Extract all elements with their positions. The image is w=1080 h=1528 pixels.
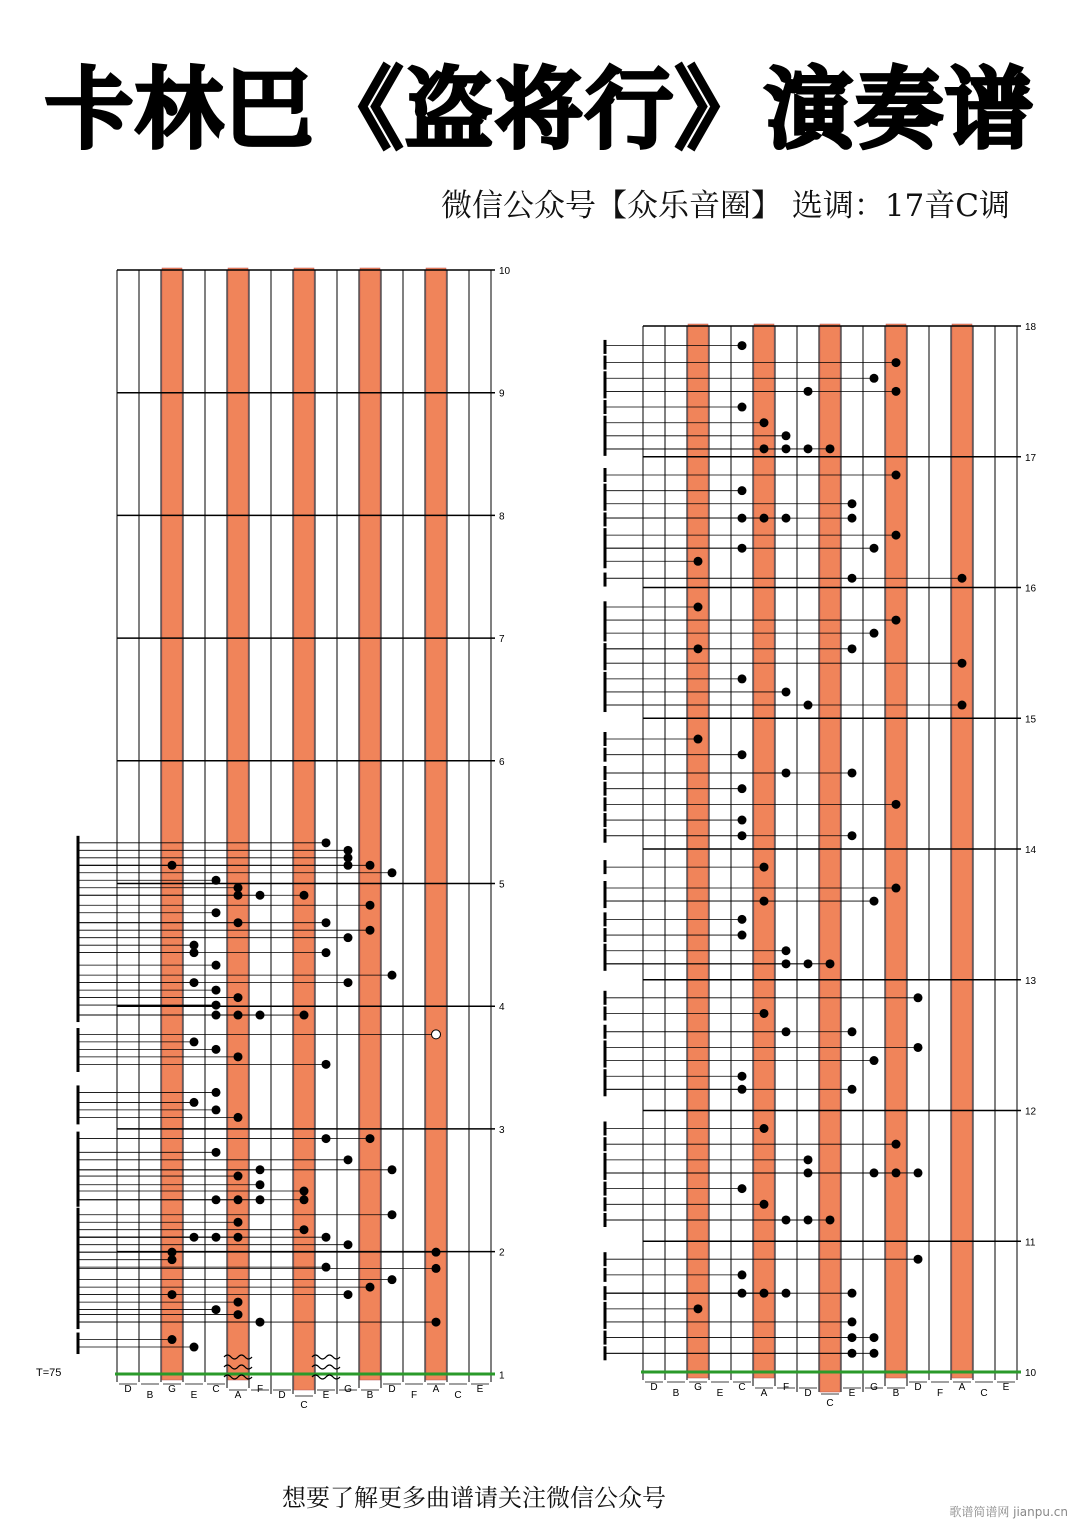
- note: [694, 735, 703, 744]
- note: [234, 1172, 243, 1181]
- tine-highlight: [228, 268, 248, 1380]
- measure-number: 10: [499, 266, 511, 277]
- note: [300, 1225, 309, 1234]
- note: [914, 1168, 923, 1177]
- tine-label: F: [410, 1390, 418, 1401]
- note: [738, 486, 747, 495]
- note: [892, 531, 901, 540]
- note: [826, 1215, 835, 1224]
- note: [892, 1140, 901, 1149]
- note: [212, 961, 221, 970]
- note: [738, 403, 747, 412]
- note: [366, 1283, 375, 1292]
- tine-label: F: [936, 1388, 944, 1399]
- measure-number: 14: [1025, 845, 1037, 856]
- note: [212, 1045, 221, 1054]
- note: [388, 868, 397, 877]
- measure-number: 12: [1025, 1106, 1037, 1118]
- tempo-label: T=75: [36, 1367, 62, 1379]
- tine-label: B: [672, 1388, 680, 1399]
- note: [738, 674, 747, 683]
- note: [322, 1060, 331, 1069]
- note: [322, 838, 331, 847]
- note: [322, 948, 331, 957]
- tine-highlight: [294, 268, 314, 1390]
- note: [432, 1248, 441, 1257]
- note: [234, 1052, 243, 1061]
- note: [212, 986, 221, 995]
- note: [848, 1317, 857, 1326]
- tine-label: C: [980, 1388, 988, 1399]
- note: [782, 687, 791, 696]
- note: [738, 341, 747, 350]
- subtitle: 微信公众号【众乐音圈】 选调：17音C调: [440, 188, 1010, 224]
- note: [738, 1184, 747, 1193]
- note: [738, 816, 747, 825]
- measure-number: 10: [1025, 1368, 1037, 1379]
- tine-label: D: [124, 1384, 132, 1395]
- note: [870, 544, 879, 553]
- tine-label: C: [454, 1390, 462, 1401]
- measure-number: 9: [499, 388, 505, 400]
- measure-number: 2: [499, 1247, 505, 1259]
- tine-label: E: [716, 1388, 724, 1399]
- note: [738, 1270, 747, 1279]
- footer-note: 想要了解更多曲谱请关注微信公众号: [282, 1484, 666, 1512]
- note: [760, 418, 769, 427]
- note: [738, 931, 747, 940]
- note: [366, 926, 375, 935]
- note: [234, 1113, 243, 1122]
- left-tablature-panel: [78, 266, 511, 1411]
- measure-number: 3: [499, 1124, 505, 1136]
- note: [694, 603, 703, 612]
- note: [168, 1290, 177, 1299]
- note: [848, 499, 857, 508]
- note: [738, 750, 747, 759]
- tine-highlight: [952, 324, 972, 1378]
- tine-label: E: [190, 1390, 198, 1401]
- note: [388, 971, 397, 980]
- tine-label: D: [650, 1382, 658, 1393]
- note: [322, 1263, 331, 1272]
- note: [300, 1195, 309, 1204]
- tine-label: A: [760, 1388, 768, 1399]
- note: [234, 1218, 243, 1227]
- note: [366, 901, 375, 910]
- note: [848, 514, 857, 523]
- tine-highlight: [820, 324, 840, 1392]
- note: [848, 768, 857, 777]
- note: [892, 358, 901, 367]
- note: [322, 918, 331, 927]
- tine-label: E: [1002, 1382, 1010, 1393]
- tine-label: A: [234, 1390, 242, 1401]
- note: [892, 470, 901, 479]
- tine-label: B: [366, 1390, 374, 1401]
- tine-label: B: [146, 1390, 154, 1401]
- measure-number: 6: [499, 756, 505, 768]
- note: [300, 891, 309, 900]
- note: [212, 876, 221, 885]
- note: [212, 1105, 221, 1114]
- tine-label: D: [914, 1382, 922, 1393]
- tremolo-wave: [312, 1355, 340, 1359]
- note: [344, 1290, 353, 1299]
- note: [870, 897, 879, 906]
- note: [344, 933, 353, 942]
- note: [870, 1333, 879, 1342]
- tine-label: C: [738, 1382, 746, 1393]
- note: [892, 387, 901, 396]
- note: [870, 374, 879, 383]
- note: [388, 1210, 397, 1219]
- tine-label: E: [848, 1388, 856, 1399]
- tine-highlight: [162, 268, 182, 1380]
- tine-label: D: [278, 1390, 286, 1401]
- note: [826, 444, 835, 453]
- note: [256, 1180, 265, 1189]
- note: [914, 1255, 923, 1264]
- measure-number: 1: [499, 1370, 505, 1382]
- note: [848, 1085, 857, 1094]
- note: [782, 946, 791, 955]
- tine-label: A: [432, 1384, 440, 1395]
- note: [344, 978, 353, 987]
- note: [190, 1037, 199, 1046]
- note: [914, 993, 923, 1002]
- note: [760, 1200, 769, 1209]
- note: [388, 1275, 397, 1284]
- note: [212, 1305, 221, 1314]
- note: [234, 993, 243, 1002]
- note: [958, 574, 967, 583]
- note: [256, 1165, 265, 1174]
- note: [870, 1349, 879, 1358]
- note: [694, 1304, 703, 1313]
- note: [694, 557, 703, 566]
- tine-label: E: [322, 1390, 330, 1401]
- note: [848, 1289, 857, 1298]
- note: [388, 1165, 397, 1174]
- tine-label: G: [168, 1384, 176, 1395]
- tine-label: G: [694, 1382, 702, 1393]
- measure-number: 8: [499, 511, 505, 523]
- note-hollow: [432, 1030, 441, 1039]
- measure-number: 16: [1025, 583, 1037, 595]
- note: [234, 1310, 243, 1319]
- note: [344, 1240, 353, 1249]
- tine-label: B: [892, 1388, 900, 1399]
- note: [760, 1009, 769, 1018]
- tine-highlight: [360, 268, 380, 1380]
- tine-label: D: [804, 1388, 812, 1399]
- tine-label: F: [782, 1382, 790, 1393]
- measure-number: 15: [1025, 714, 1037, 726]
- note: [432, 1318, 441, 1327]
- note: [760, 1124, 769, 1133]
- tine-label: F: [256, 1384, 264, 1395]
- tine-label: C: [300, 1400, 308, 1411]
- tine-highlight: [426, 268, 446, 1380]
- measure-number: 4: [499, 1002, 505, 1014]
- tine-label: G: [870, 1382, 878, 1393]
- tine-label: A: [958, 1382, 966, 1393]
- note: [168, 1335, 177, 1344]
- note: [782, 431, 791, 440]
- note: [804, 1155, 813, 1164]
- measure-number: 11: [1025, 1237, 1036, 1249]
- note: [168, 861, 177, 870]
- measure-number: 18: [1025, 322, 1037, 333]
- note: [848, 831, 857, 840]
- note: [870, 629, 879, 638]
- page-title: 卡林巴《盗将行》演奏谱: [44, 58, 1035, 161]
- note: [300, 1011, 309, 1020]
- measure-number: 13: [1025, 975, 1037, 987]
- note: [432, 1264, 441, 1273]
- note: [892, 884, 901, 893]
- note: [958, 659, 967, 668]
- note: [914, 1043, 923, 1052]
- note: [234, 1298, 243, 1307]
- note: [738, 1072, 747, 1081]
- watermark: 歌谱简谱网 jianpu.cn: [949, 1505, 1068, 1519]
- note: [190, 1098, 199, 1107]
- note: [848, 1027, 857, 1036]
- note: [344, 1155, 353, 1164]
- note: [738, 915, 747, 924]
- measure-number: 17: [1025, 452, 1037, 464]
- note: [892, 616, 901, 625]
- note: [366, 861, 375, 870]
- tremolo-wave: [312, 1365, 340, 1369]
- tine-label: D: [388, 1384, 396, 1395]
- tine-label: C: [212, 1384, 220, 1395]
- tine-label: E: [476, 1384, 484, 1395]
- note: [892, 800, 901, 809]
- note: [366, 1134, 375, 1143]
- note: [212, 908, 221, 917]
- note: [190, 1343, 199, 1352]
- right-tablature-panel: [605, 322, 1037, 1409]
- tine-highlight: [886, 324, 906, 1378]
- note: [168, 1255, 177, 1264]
- note: [212, 1088, 221, 1097]
- tine-label: C: [826, 1398, 834, 1409]
- note: [958, 701, 967, 710]
- measure-number: 7: [499, 634, 505, 646]
- note: [212, 1001, 221, 1010]
- note: [848, 644, 857, 653]
- note: [738, 784, 747, 793]
- note: [760, 863, 769, 872]
- note: [212, 1148, 221, 1157]
- tremolo-wave: [312, 1375, 340, 1379]
- measure-number: 5: [499, 879, 505, 891]
- note: [826, 959, 835, 968]
- note: [300, 1187, 309, 1196]
- note: [322, 1233, 331, 1242]
- note: [870, 1056, 879, 1065]
- tine-label: G: [344, 1384, 352, 1395]
